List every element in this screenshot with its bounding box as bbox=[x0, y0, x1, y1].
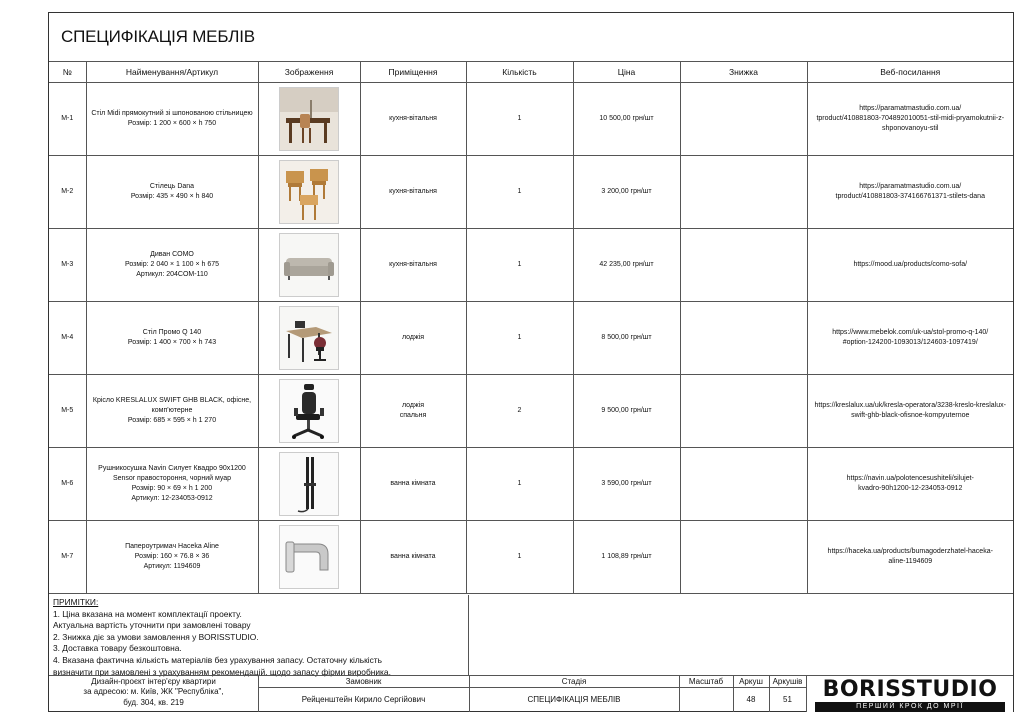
table-row bbox=[49, 156, 1013, 229]
web-link-line: tproduct/410881803-374166761371-stilets-dana bbox=[835, 193, 985, 200]
web-link-line: aline-1194609 bbox=[888, 558, 933, 565]
discount bbox=[680, 229, 807, 302]
room bbox=[360, 302, 466, 375]
product-name bbox=[86, 302, 258, 375]
web-link-line: tproduct/410881803-704892010051-stil-midi-pryamokutnii-z- bbox=[816, 114, 1005, 122]
price: 42 235,00 грн/шт bbox=[573, 229, 680, 302]
web-link-line: https://paramatmastudio.com.ua/ bbox=[859, 182, 962, 190]
product-image-cell bbox=[258, 448, 360, 521]
web-link-line: https://www.mebelok.com/uk-ua/stol-promo-q-140/ bbox=[832, 328, 989, 336]
web-link-line: swift-ghb-black-ofisnoe-kompyuternoe bbox=[851, 412, 970, 419]
web-link-line: https://haceka.ua/products/bumagoderzhatel-haceka- bbox=[827, 547, 993, 555]
quantity: 1 bbox=[466, 302, 573, 375]
web-link-line: https://mood.ua/products/como-sofa/ bbox=[853, 260, 968, 268]
project-line: буд. 304, кв. 219 bbox=[123, 697, 184, 707]
product-name-line: Артикул: 204COM-110 bbox=[136, 271, 208, 279]
web-link[interactable] bbox=[807, 156, 1013, 229]
notes-line: визначити при замовлені з урахуванням рекомендацій, щодо запасу фірми виробника. bbox=[53, 666, 391, 677]
room-line: кухня-вітальня bbox=[389, 114, 437, 122]
project-line: за адресою: м. Київ, ЖК "Республіка", bbox=[83, 687, 224, 697]
discount bbox=[680, 448, 807, 521]
table-row bbox=[49, 521, 1013, 594]
quantity: 1 bbox=[466, 448, 573, 521]
product-name-line: Розмір: 160 × 76.8 × 36 bbox=[134, 552, 210, 560]
product-image-cell bbox=[258, 375, 360, 448]
price: 10 500,00 грн/шт bbox=[573, 83, 680, 156]
stage-label: Стадія bbox=[561, 677, 587, 686]
studio-slogan: ПЕРШИЙ КРОК ДО МРІЇ bbox=[815, 702, 1005, 712]
row-number: М-4 bbox=[49, 302, 86, 375]
web-link-line: https://kreslalux.ua/uk/kresla-operatora/3238-kreslo-kreslalux- bbox=[814, 401, 1006, 409]
col-header-discount: Знижка bbox=[680, 62, 807, 83]
product-name-line: Розмір: 1 400 × 700 × h 743 bbox=[127, 339, 217, 346]
web-link-line: https://paramatmastudio.com.ua/ bbox=[859, 104, 962, 112]
studio-logo: BORISSTUDIO bbox=[822, 677, 998, 702]
product-image-cell bbox=[258, 302, 360, 375]
col-header-link: Веб-посилання bbox=[807, 62, 1013, 83]
project-info bbox=[49, 677, 258, 708]
quantity: 1 bbox=[466, 156, 573, 229]
web-link[interactable] bbox=[807, 521, 1013, 594]
product-name-line: Стіл Промо Q 140 bbox=[142, 328, 202, 336]
sheets-value: 51 bbox=[783, 695, 792, 704]
price: 9 500,00 грн/шт bbox=[573, 375, 680, 448]
room-line: кухня-вітальня bbox=[389, 260, 437, 268]
product-name bbox=[86, 521, 258, 594]
product-image-cell bbox=[258, 156, 360, 229]
room-line: лоджія bbox=[401, 401, 424, 409]
product-name-line: Розмір: 685 × 595 × h 1 270 bbox=[127, 417, 217, 425]
office-chair-photo-icon bbox=[279, 379, 339, 443]
web-link[interactable] bbox=[807, 375, 1013, 448]
sheet-value: 48 bbox=[746, 695, 756, 704]
col-header-quantity: Кількість bbox=[466, 62, 573, 83]
room-line: спальня bbox=[399, 412, 427, 419]
price: 3 590,00 грн/шт bbox=[573, 448, 680, 521]
footer-divider bbox=[258, 687, 806, 688]
room bbox=[360, 521, 466, 594]
web-link[interactable] bbox=[807, 229, 1013, 302]
quantity: 2 bbox=[466, 375, 573, 448]
product-name bbox=[86, 229, 258, 302]
row-number: М-6 bbox=[49, 448, 86, 521]
product-name-line: Стіл Midi прямокутний зі шпонованою стільницею bbox=[91, 109, 253, 117]
page-title: СПЕЦИФІКАЦІЯ МЕБЛІВ bbox=[61, 27, 255, 46]
client-value: Рейценштейн Кирило Сергійович bbox=[301, 695, 426, 704]
product-name-line: Розмір: 90 × 69 × h 1 200 bbox=[131, 485, 213, 492]
product-name-line: Стілець Dana bbox=[149, 182, 195, 190]
room-line: кухня-вітальня bbox=[389, 187, 437, 195]
quantity: 1 bbox=[466, 521, 573, 594]
table-row bbox=[49, 448, 1013, 521]
web-link-line: kvadro-90h1200-12-234053-0912 bbox=[858, 485, 963, 492]
notes-line: 2. Знижка діє за умови замовлення у BORISSTUDIO. bbox=[53, 631, 259, 642]
col-header-number: № bbox=[49, 62, 86, 83]
sofa-photo-icon bbox=[279, 233, 339, 297]
dining-table-photo-icon bbox=[279, 87, 339, 151]
row-number: М-3 bbox=[49, 229, 86, 302]
web-link-line: #option-124200-1093013/124603-1097419/ bbox=[842, 339, 978, 346]
towel-rail-photo-icon bbox=[279, 452, 339, 516]
studio-logo-block bbox=[807, 676, 1013, 712]
notes-line: Актуальна вартість уточнити при замовлені товару bbox=[53, 620, 251, 631]
product-name bbox=[86, 83, 258, 156]
row-number: М-7 bbox=[49, 521, 86, 594]
row-number: М-5 bbox=[49, 375, 86, 448]
notes-block bbox=[49, 595, 469, 675]
product-name bbox=[86, 156, 258, 229]
product-name-line: Розмір: 1 200 × 600 × h 750 bbox=[127, 120, 217, 127]
stage-value: СПЕЦИФІКАЦІЯ МЕБЛІВ bbox=[527, 695, 621, 704]
client-label: Замовник bbox=[345, 677, 382, 686]
notes-line: 4. Вказана фактична кількість матеріалів без урахування запасу. Остаточну кількість bbox=[53, 654, 383, 665]
col-header-price: Ціна bbox=[573, 62, 680, 83]
room bbox=[360, 156, 466, 229]
product-name-line: Папероутримач Haceka Aline bbox=[125, 542, 219, 550]
col-header-image: Зображення bbox=[258, 62, 360, 83]
desk-photo-icon bbox=[279, 306, 339, 370]
product-name-line: комп'ютерне bbox=[151, 406, 193, 414]
notes-heading: ПРИМІТКИ: bbox=[53, 597, 99, 607]
product-name-line: Артикул: 12-234053-0912 bbox=[131, 495, 213, 503]
table-row bbox=[49, 375, 1013, 448]
product-name-line: Артикул: 1194609 bbox=[143, 563, 201, 571]
web-link[interactable] bbox=[807, 302, 1013, 375]
room bbox=[360, 375, 466, 448]
product-name-line: Рушникосушка Navin Силует Квадро 90х1200 bbox=[98, 464, 246, 472]
spec-table bbox=[49, 61, 1013, 594]
discount bbox=[680, 156, 807, 229]
room-line: ванна кімната bbox=[390, 552, 436, 560]
spec-table-body bbox=[49, 83, 1013, 594]
col-header-name: Найменування/Артикул bbox=[86, 62, 258, 83]
table-row bbox=[49, 302, 1013, 375]
specification-sheet bbox=[48, 12, 1014, 712]
product-name-line: Розмір: 2 040 × 1 100 × h 675 bbox=[124, 260, 220, 268]
sheets-label: Аркушів bbox=[772, 677, 803, 686]
title-area bbox=[49, 13, 1013, 62]
product-image-cell bbox=[258, 521, 360, 594]
project-line: Дизайн-проєкт інтер'єру квартири bbox=[91, 677, 216, 686]
product-image-cell bbox=[258, 83, 360, 156]
table-row bbox=[49, 83, 1013, 156]
paper-holder-photo-icon bbox=[279, 525, 339, 589]
row-number: М-2 bbox=[49, 156, 86, 229]
web-link[interactable] bbox=[807, 83, 1013, 156]
scale-label: Масштаб bbox=[688, 677, 724, 686]
notes-line: 1. Ціна вказана на момент комплектації проекту. bbox=[53, 608, 242, 619]
product-name-line: Крісло KRESLALUX SWIFT GHB BLACK, офісне, bbox=[92, 396, 252, 404]
col-header-room: Приміщення bbox=[360, 62, 466, 83]
sheet-label: Аркуш bbox=[739, 677, 763, 686]
room bbox=[360, 83, 466, 156]
room-line: лоджія bbox=[401, 333, 424, 341]
room bbox=[360, 448, 466, 521]
price: 1 108,89 грн/шт bbox=[573, 521, 680, 594]
room bbox=[360, 229, 466, 302]
table-header-row bbox=[49, 62, 1013, 83]
chairs-photo-icon bbox=[279, 160, 339, 224]
web-link[interactable] bbox=[807, 448, 1013, 521]
product-name-line: Sensor правостороння, чорний муар bbox=[112, 474, 232, 482]
price: 3 200,00 грн/шт bbox=[573, 156, 680, 229]
product-name bbox=[86, 375, 258, 448]
row-number: М-1 bbox=[49, 83, 86, 156]
discount bbox=[680, 302, 807, 375]
product-image-cell bbox=[258, 229, 360, 302]
room-line: ванна кімната bbox=[390, 479, 436, 487]
web-link-line: https://navin.ua/polotencesushiteli/silujet- bbox=[846, 474, 974, 482]
discount bbox=[680, 83, 807, 156]
quantity: 1 bbox=[466, 83, 573, 156]
quantity: 1 bbox=[466, 229, 573, 302]
price: 8 500,00 грн/шт bbox=[573, 302, 680, 375]
product-name-line: Розмір: 435 × 490 × h 840 bbox=[130, 193, 214, 200]
discount bbox=[680, 375, 807, 448]
web-link-line: shponovanoyu-stil bbox=[882, 125, 939, 133]
product-name-line: Диван COMO bbox=[150, 250, 194, 258]
notes-line: 3. Доставка товару безкоштовна. bbox=[53, 643, 182, 654]
product-name bbox=[86, 448, 258, 521]
table-row bbox=[49, 229, 1013, 302]
discount bbox=[680, 521, 807, 594]
